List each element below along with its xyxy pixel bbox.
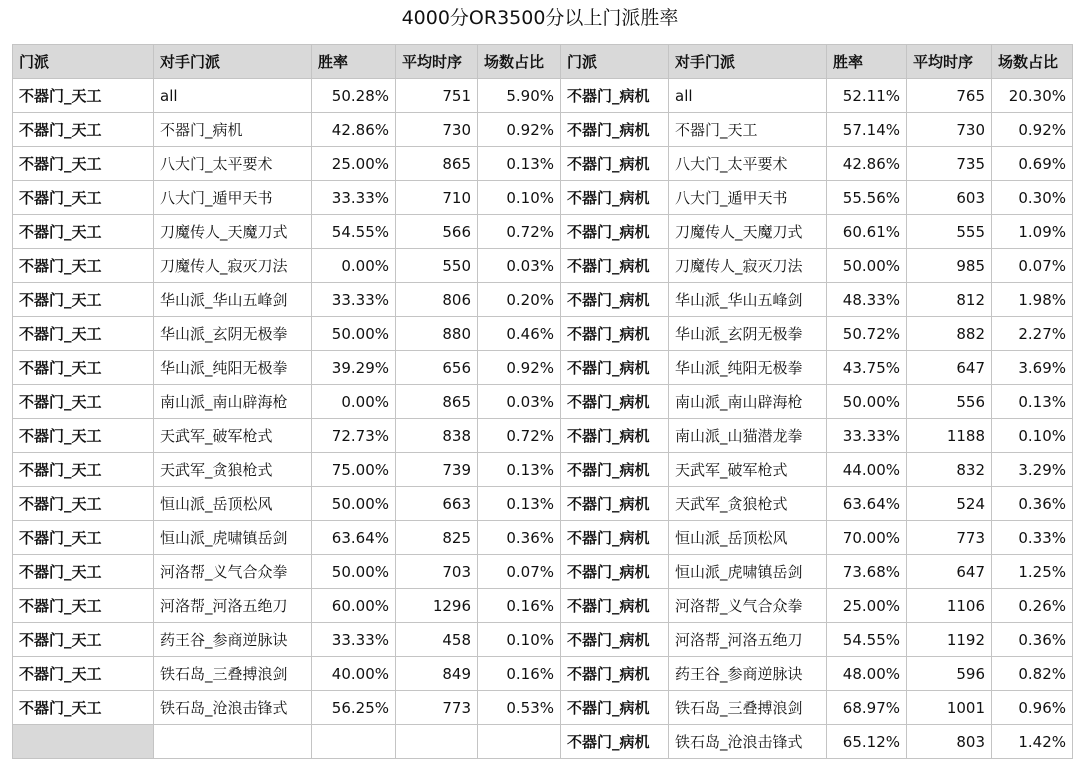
sect-cell: 不器门_病机 xyxy=(561,725,669,759)
opponent-cell: 不器门_天工 xyxy=(669,113,827,147)
win-rate-cell: 50.00% xyxy=(312,555,396,589)
opponent-cell: 铁石岛_三叠搏浪剑 xyxy=(669,691,827,725)
opponent-cell: 华山派_华山五峰剑 xyxy=(669,283,827,317)
avg-time-cell: 806 xyxy=(396,283,478,317)
avg-time-cell xyxy=(396,725,478,759)
opponent-cell: 刀魔传人_寂灭刀法 xyxy=(154,249,312,283)
match-share-cell: 0.10% xyxy=(478,623,561,657)
avg-time-cell: 751 xyxy=(396,79,478,113)
table-row xyxy=(13,419,1073,453)
win-rate-cell: 43.75% xyxy=(827,351,907,385)
opponent-cell: 八大门_太平要术 xyxy=(669,147,827,181)
match-share-cell: 0.26% xyxy=(992,589,1073,623)
win-rate-cell: 50.28% xyxy=(312,79,396,113)
match-share-cell: 0.07% xyxy=(478,555,561,589)
sect-cell: 不器门_天工 xyxy=(13,691,154,725)
match-share-cell: 0.16% xyxy=(478,657,561,691)
win-rate-cell: 39.29% xyxy=(312,351,396,385)
avg-time-cell: 458 xyxy=(396,623,478,657)
opponent-cell: 南山派_南山辟海枪 xyxy=(154,385,312,419)
opponent-cell: 刀魔传人_天魔刀式 xyxy=(154,215,312,249)
sect-cell: 不器门_病机 xyxy=(561,453,669,487)
sect-cell: 不器门_天工 xyxy=(13,657,154,691)
win-rate-cell: 68.97% xyxy=(827,691,907,725)
table-row xyxy=(13,623,1073,657)
sect-cell: 不器门_天工 xyxy=(13,317,154,351)
avg-time-cell: 825 xyxy=(396,521,478,555)
win-rate-cell: 0.00% xyxy=(312,385,396,419)
sect-cell: 不器门_病机 xyxy=(561,215,669,249)
avg-time-cell: 865 xyxy=(396,385,478,419)
match-share-cell: 0.46% xyxy=(478,317,561,351)
win-rate-cell: 73.68% xyxy=(827,555,907,589)
opponent-cell: 河洛帮_义气合众拳 xyxy=(154,555,312,589)
match-share-cell: 3.29% xyxy=(992,453,1073,487)
win-rate-cell: 70.00% xyxy=(827,521,907,555)
win-rate-cell: 63.64% xyxy=(312,521,396,555)
avg-time-cell: 832 xyxy=(907,453,992,487)
win-rate-cell: 65.12% xyxy=(827,725,907,759)
sect-cell: 不器门_天工 xyxy=(13,351,154,385)
win-rate-cell: 75.00% xyxy=(312,453,396,487)
table-row xyxy=(13,249,1073,283)
sect-cell: 不器门_天工 xyxy=(13,589,154,623)
avg-time-cell: 710 xyxy=(396,181,478,215)
win-rate-cell xyxy=(312,725,396,759)
match-share-cell: 5.90% xyxy=(478,79,561,113)
match-share-cell: 0.96% xyxy=(992,691,1073,725)
header-win-rate-2: 胜率 xyxy=(827,45,907,79)
table-row xyxy=(13,657,1073,691)
opponent-cell: 刀魔传人_天魔刀式 xyxy=(669,215,827,249)
match-share-cell: 0.36% xyxy=(478,521,561,555)
header-match-share-2: 场数占比 xyxy=(992,45,1073,79)
sect-cell: 不器门_病机 xyxy=(561,283,669,317)
sect-cell: 不器门_病机 xyxy=(561,147,669,181)
table-row xyxy=(13,79,1073,113)
match-share-cell: 0.33% xyxy=(992,521,1073,555)
sect-cell: 不器门_天工 xyxy=(13,385,154,419)
sect-cell: 不器门_天工 xyxy=(13,249,154,283)
header-avg-time-2: 平均时序 xyxy=(907,45,992,79)
win-rate-cell: 72.73% xyxy=(312,419,396,453)
opponent-cell: 刀魔传人_寂灭刀法 xyxy=(669,249,827,283)
win-rate-cell: 40.00% xyxy=(312,657,396,691)
opponent-cell: all xyxy=(669,79,827,113)
table-row xyxy=(13,181,1073,215)
match-share-cell: 0.16% xyxy=(478,589,561,623)
sect-cell: 不器门_病机 xyxy=(561,487,669,521)
opponent-cell: 恒山派_虎啸镇岳剑 xyxy=(154,521,312,555)
sect-cell: 不器门_病机 xyxy=(561,623,669,657)
match-share-cell: 0.13% xyxy=(992,385,1073,419)
opponent-cell: 南山派_山猫潜龙拳 xyxy=(669,419,827,453)
avg-time-cell: 773 xyxy=(396,691,478,725)
avg-time-cell: 524 xyxy=(907,487,992,521)
sect-cell: 不器门_病机 xyxy=(561,317,669,351)
opponent-cell: 华山派_华山五峰剑 xyxy=(154,283,312,317)
opponent-cell: 华山派_玄阴无极拳 xyxy=(669,317,827,351)
avg-time-cell: 1001 xyxy=(907,691,992,725)
sect-cell: 不器门_病机 xyxy=(561,521,669,555)
sect-cell: 不器门_天工 xyxy=(13,623,154,657)
sect-cell: 不器门_病机 xyxy=(561,249,669,283)
avg-time-cell: 773 xyxy=(907,521,992,555)
opponent-cell: 南山派_南山辟海枪 xyxy=(669,385,827,419)
win-rate-cell: 55.56% xyxy=(827,181,907,215)
match-share-cell: 0.13% xyxy=(478,487,561,521)
win-rate-cell: 50.00% xyxy=(827,249,907,283)
table-row xyxy=(13,487,1073,521)
opponent-cell xyxy=(154,725,312,759)
avg-time-cell: 550 xyxy=(396,249,478,283)
win-rate-cell: 50.00% xyxy=(312,317,396,351)
match-share-cell: 2.27% xyxy=(992,317,1073,351)
sect-cell: 不器门_病机 xyxy=(561,113,669,147)
opponent-cell: 恒山派_岳顶松风 xyxy=(669,521,827,555)
table-row xyxy=(13,283,1073,317)
avg-time-cell: 880 xyxy=(396,317,478,351)
table-row xyxy=(13,351,1073,385)
sect-cell: 不器门_病机 xyxy=(561,385,669,419)
avg-time-cell: 985 xyxy=(907,249,992,283)
match-share-cell: 0.03% xyxy=(478,249,561,283)
win-rate-cell: 50.00% xyxy=(827,385,907,419)
opponent-cell: 药王谷_参商逆脉诀 xyxy=(154,623,312,657)
table-row xyxy=(13,691,1073,725)
avg-time-cell: 1106 xyxy=(907,589,992,623)
opponent-cell: 华山派_纯阳无极拳 xyxy=(669,351,827,385)
header-opponent: 对手门派 xyxy=(154,45,312,79)
win-rate-cell: 33.33% xyxy=(312,181,396,215)
avg-time-cell: 739 xyxy=(396,453,478,487)
sect-cell: 不器门_病机 xyxy=(561,181,669,215)
win-rate-cell: 44.00% xyxy=(827,453,907,487)
header-win-rate: 胜率 xyxy=(312,45,396,79)
opponent-cell: 华山派_纯阳无极拳 xyxy=(154,351,312,385)
sect-cell: 不器门_天工 xyxy=(13,555,154,589)
win-rate-cell: 50.00% xyxy=(312,487,396,521)
page-title: 4000分OR3500分以上门派胜率 xyxy=(401,7,679,29)
match-share-cell: 1.25% xyxy=(992,555,1073,589)
table-row xyxy=(13,725,1073,759)
opponent-cell: 河洛帮_河洛五绝刀 xyxy=(154,589,312,623)
match-share-cell: 0.13% xyxy=(478,453,561,487)
win-rate-cell: 52.11% xyxy=(827,79,907,113)
match-share-cell: 0.82% xyxy=(992,657,1073,691)
sect-cell: 不器门_病机 xyxy=(561,657,669,691)
avg-time-cell: 647 xyxy=(907,351,992,385)
table-row xyxy=(13,521,1073,555)
match-share-cell: 0.36% xyxy=(992,623,1073,657)
sect-cell: 不器门_天工 xyxy=(13,453,154,487)
opponent-cell: 铁石岛_沧浪击锋式 xyxy=(669,725,827,759)
match-share-cell: 0.92% xyxy=(992,113,1073,147)
avg-time-cell: 556 xyxy=(907,385,992,419)
table-row xyxy=(13,147,1073,181)
opponent-cell: all xyxy=(154,79,312,113)
sect-cell: 不器门_病机 xyxy=(561,555,669,589)
header-sect: 门派 xyxy=(13,45,154,79)
match-share-cell: 0.30% xyxy=(992,181,1073,215)
match-share-cell: 0.53% xyxy=(478,691,561,725)
avg-time-cell: 656 xyxy=(396,351,478,385)
header-opponent-2: 对手门派 xyxy=(669,45,827,79)
opponent-cell: 河洛帮_河洛五绝刀 xyxy=(669,623,827,657)
avg-time-cell: 703 xyxy=(396,555,478,589)
match-share-cell: 0.03% xyxy=(478,385,561,419)
win-rate-cell: 0.00% xyxy=(312,249,396,283)
sect-cell: 不器门_天工 xyxy=(13,487,154,521)
sect-cell: 不器门_天工 xyxy=(13,521,154,555)
table-row xyxy=(13,113,1073,147)
opponent-cell: 恒山派_虎啸镇岳剑 xyxy=(669,555,827,589)
sect-cell: 不器门_天工 xyxy=(13,215,154,249)
win-rate-cell: 56.25% xyxy=(312,691,396,725)
opponent-cell: 铁石岛_沧浪击锋式 xyxy=(154,691,312,725)
win-rate-cell: 25.00% xyxy=(312,147,396,181)
match-share-cell: 0.36% xyxy=(992,487,1073,521)
win-rate-cell: 48.33% xyxy=(827,283,907,317)
win-rate-cell: 60.61% xyxy=(827,215,907,249)
avg-time-cell: 730 xyxy=(907,113,992,147)
match-share-cell: 0.13% xyxy=(478,147,561,181)
sect-cell xyxy=(13,725,154,759)
header-row xyxy=(13,45,1073,79)
match-share-cell: 0.10% xyxy=(478,181,561,215)
avg-time-cell: 663 xyxy=(396,487,478,521)
opponent-cell: 河洛帮_义气合众拳 xyxy=(669,589,827,623)
match-share-cell: 0.92% xyxy=(478,113,561,147)
header-avg-time: 平均时序 xyxy=(396,45,478,79)
avg-time-cell: 647 xyxy=(907,555,992,589)
win-rate-cell: 50.72% xyxy=(827,317,907,351)
opponent-cell: 八大门_遁甲天书 xyxy=(154,181,312,215)
table-row xyxy=(13,453,1073,487)
header-sect-2: 门派 xyxy=(561,45,669,79)
match-share-cell: 0.20% xyxy=(478,283,561,317)
table-row xyxy=(13,317,1073,351)
opponent-cell: 不器门_病机 xyxy=(154,113,312,147)
match-share-cell: 1.42% xyxy=(992,725,1073,759)
avg-time-cell: 1192 xyxy=(907,623,992,657)
sect-cell: 不器门_天工 xyxy=(13,419,154,453)
win-rate-cell: 63.64% xyxy=(827,487,907,521)
win-rate-cell: 33.33% xyxy=(312,623,396,657)
win-rate-cell: 54.55% xyxy=(827,623,907,657)
match-share-cell: 0.72% xyxy=(478,419,561,453)
match-share-cell: 20.30% xyxy=(992,79,1073,113)
opponent-cell: 天武军_破军枪式 xyxy=(669,453,827,487)
match-share-cell xyxy=(478,725,561,759)
avg-time-cell: 603 xyxy=(907,181,992,215)
opponent-cell: 天武军_贪狼枪式 xyxy=(669,487,827,521)
table-row xyxy=(13,385,1073,419)
win-rate-cell: 42.86% xyxy=(312,113,396,147)
table-row xyxy=(13,215,1073,249)
opponent-cell: 八大门_太平要术 xyxy=(154,147,312,181)
win-rate-cell: 57.14% xyxy=(827,113,907,147)
avg-time-cell: 1188 xyxy=(907,419,992,453)
sect-cell: 不器门_病机 xyxy=(561,79,669,113)
avg-time-cell: 735 xyxy=(907,147,992,181)
match-share-cell: 0.07% xyxy=(992,249,1073,283)
sect-cell: 不器门_病机 xyxy=(561,589,669,623)
avg-time-cell: 812 xyxy=(907,283,992,317)
match-share-cell: 1.98% xyxy=(992,283,1073,317)
match-share-cell: 0.10% xyxy=(992,419,1073,453)
sect-cell: 不器门_病机 xyxy=(561,419,669,453)
avg-time-cell: 555 xyxy=(907,215,992,249)
avg-time-cell: 882 xyxy=(907,317,992,351)
sect-cell: 不器门_天工 xyxy=(13,283,154,317)
win-rate-cell: 42.86% xyxy=(827,147,907,181)
avg-time-cell: 566 xyxy=(396,215,478,249)
win-rate-cell: 60.00% xyxy=(312,589,396,623)
opponent-cell: 药王谷_参商逆脉诀 xyxy=(669,657,827,691)
sect-cell: 不器门_天工 xyxy=(13,79,154,113)
table-row xyxy=(13,589,1073,623)
match-share-cell: 0.69% xyxy=(992,147,1073,181)
sect-cell: 不器门_天工 xyxy=(13,181,154,215)
avg-time-cell: 765 xyxy=(907,79,992,113)
sect-cell: 不器门_病机 xyxy=(561,691,669,725)
opponent-cell: 八大门_遁甲天书 xyxy=(669,181,827,215)
opponent-cell: 天武军_贪狼枪式 xyxy=(154,453,312,487)
header-match-share: 场数占比 xyxy=(478,45,561,79)
avg-time-cell: 865 xyxy=(396,147,478,181)
avg-time-cell: 1296 xyxy=(396,589,478,623)
opponent-cell: 华山派_玄阴无极拳 xyxy=(154,317,312,351)
avg-time-cell: 849 xyxy=(396,657,478,691)
match-share-cell: 3.69% xyxy=(992,351,1073,385)
table-row xyxy=(13,555,1073,589)
match-share-cell: 1.09% xyxy=(992,215,1073,249)
win-rate-cell: 54.55% xyxy=(312,215,396,249)
opponent-cell: 天武军_破军枪式 xyxy=(154,419,312,453)
avg-time-cell: 803 xyxy=(907,725,992,759)
opponent-cell: 恒山派_岳顶松风 xyxy=(154,487,312,521)
win-rate-table xyxy=(12,44,1073,759)
win-rate-cell: 25.00% xyxy=(827,589,907,623)
avg-time-cell: 730 xyxy=(396,113,478,147)
opponent-cell: 铁石岛_三叠搏浪剑 xyxy=(154,657,312,691)
match-share-cell: 0.72% xyxy=(478,215,561,249)
sect-cell: 不器门_天工 xyxy=(13,113,154,147)
win-rate-cell: 33.33% xyxy=(312,283,396,317)
match-share-cell: 0.92% xyxy=(478,351,561,385)
sect-cell: 不器门_天工 xyxy=(13,147,154,181)
avg-time-cell: 596 xyxy=(907,657,992,691)
sect-cell: 不器门_病机 xyxy=(561,351,669,385)
win-rate-cell: 48.00% xyxy=(827,657,907,691)
win-rate-cell: 33.33% xyxy=(827,419,907,453)
avg-time-cell: 838 xyxy=(396,419,478,453)
